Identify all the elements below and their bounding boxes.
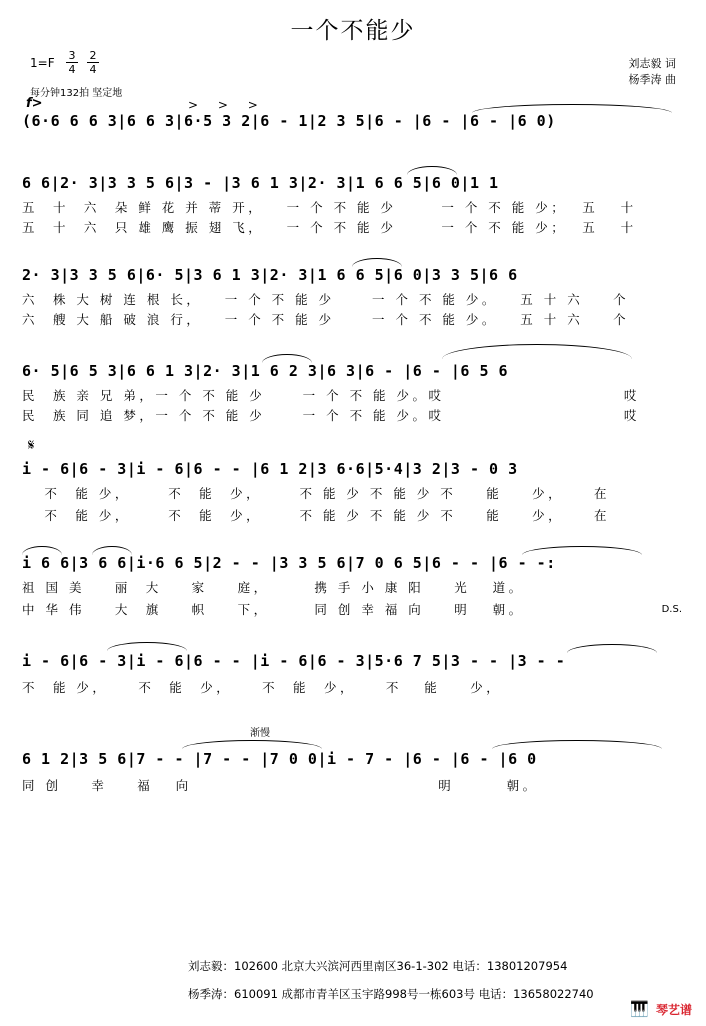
time-sig-2-bottom: 4 (89, 63, 97, 76)
lyric-line: 同 创 幸 福 向 明 朝。 (22, 778, 539, 793)
lyric-verse-1: 不 能 少， 不 能 少， 不 能 少 不 能 少 不 能 少， 在 (22, 486, 610, 501)
notes-line: 6 6|2· 3|3 3 5 6|3 - |3 6 1 3|2· 3|1 6 6 5|6 0|1 1 (22, 174, 499, 192)
lyric-line: 不 能 少， 不 能 少， 不 能 少， 不 能 少， (22, 680, 503, 695)
tie-arc (492, 740, 662, 749)
tie-arc (472, 104, 672, 113)
notes-line: (6·6 6 6 3|6 6 3|6·5 3 2|6 - 1|2 3 5|6 - |6 - |6 - |6 0) (22, 112, 556, 130)
tie-arc (22, 546, 62, 555)
tie-arc (262, 354, 312, 363)
lyricist: 刘志毅 词 (628, 57, 676, 70)
tempo-marking: 每分钟132拍 坚定地 (30, 88, 123, 99)
segno-icon: 𝄋 (28, 436, 35, 454)
time-signature-2 (87, 50, 99, 75)
tie-arc (442, 344, 632, 359)
notes-line: i 6 6|3 6 6|i·6 6 5|2 - - |3 3 5 6|7 0 6 5|6 - - |6 - -: (22, 554, 556, 572)
song-title: 一个不能少 (290, 18, 416, 44)
tie-arc (107, 642, 187, 651)
lyric-verse-1: 民 族 亲 兄 弟，一 个 不 能 少 一 个 不 能 少。哎 哎 (22, 388, 640, 403)
key-signature (30, 56, 55, 70)
credits (629, 56, 677, 88)
site-logo (630, 1000, 692, 1018)
tie-arc (407, 166, 457, 175)
lyric-verse-2: 五 十 六 只 雄 鹰 振 翅 飞， 一 个 不 能 少 一 个 不 能 少； 五 十 (22, 220, 637, 235)
time-sig-2-top: 2 (89, 49, 97, 62)
dynamic-marking: f> (26, 96, 43, 111)
tie-arc (92, 546, 132, 555)
tie-arc (522, 546, 642, 555)
composer: 杨季涛 曲 (628, 73, 676, 86)
footer-contact-2: 杨季涛：610091 成都市青羊区玉宇路998号一栋603号 电话：13658022740 (188, 987, 594, 1001)
lyric-verse-1: 五 十 六 朵 鲜 花 并 蒂 开， 一 个 不 能 少 一 个 不 能 少； 五 十 (22, 200, 637, 215)
notes-line: 2· 3|3 3 5 6|6· 5|3 6 1 3|2· 3|1 6 6 5|6 0|3 3 5|6 6 (22, 266, 518, 284)
lyric-verse-2: 六 艘 大 船 破 浪 行， 一 个 不 能 少 一 个 不 能 少。 五 十 六 个 (22, 312, 630, 327)
tie-arc (567, 644, 657, 653)
piano-logo-icon: 🎹 (630, 1000, 649, 1018)
time-sig-1-top: 3 (68, 49, 76, 62)
notes-line: i - 6|6 - 3|i - 6|6 - - |6 1 2|3 6·6|5·4|3 2|3 - 0 3 (22, 460, 518, 478)
tie-arc (182, 740, 322, 749)
key-label: 1=F (30, 56, 55, 70)
lyric-verse-2: 民 族 同 追 梦，一 个 不 能 少 一 个 不 能 少。哎 哎 (22, 408, 640, 423)
notes-line: 6 1 2|3 5 6|7 - - |7 - - |7 0 0|i - 7 - |6 - |6 - |6 0 (22, 750, 537, 768)
footer-contact-1: 刘志毅：102600 北京大兴滨河西里南区36-1-302 电话：13801207954 (188, 959, 568, 973)
logo-text: 琴艺谱 (655, 1003, 692, 1017)
lyric-verse-1: 六 株 大 树 连 根 长， 一 个 不 能 少 一 个 不 能 少。 五 十 六 个 (22, 292, 630, 307)
accent-marks: > > > (188, 98, 266, 112)
lyric-verse-1: 祖 国 美 丽 大 家 庭， 携 手 小 康 阳 光 道。 (22, 580, 525, 595)
ritardando-marking: 渐慢 (250, 728, 270, 739)
lyric-verse-2: 中 华 伟 大 旗 帜 下， 同 创 幸 福 向 明 朝。 (22, 602, 525, 617)
notes-line: 6· 5|6 5 3|6 6 1 3|2· 3|1 6 2 3|6 3|6 - |6 - |6 5 6 (22, 362, 509, 380)
lyric-verse-2: 不 能 少， 不 能 少， 不 能 少 不 能 少 不 能 少， 在 (22, 508, 610, 523)
notes-line: i - 6|6 - 3|i - 6|6 - - |i - 6|6 - 3|5·6 7 5|3 - - |3 - - (22, 652, 566, 670)
tie-arc (352, 258, 402, 267)
ds-marking: D.S. (661, 604, 682, 615)
time-sig-1-bottom: 4 (68, 63, 76, 76)
time-signature-1 (66, 50, 78, 75)
